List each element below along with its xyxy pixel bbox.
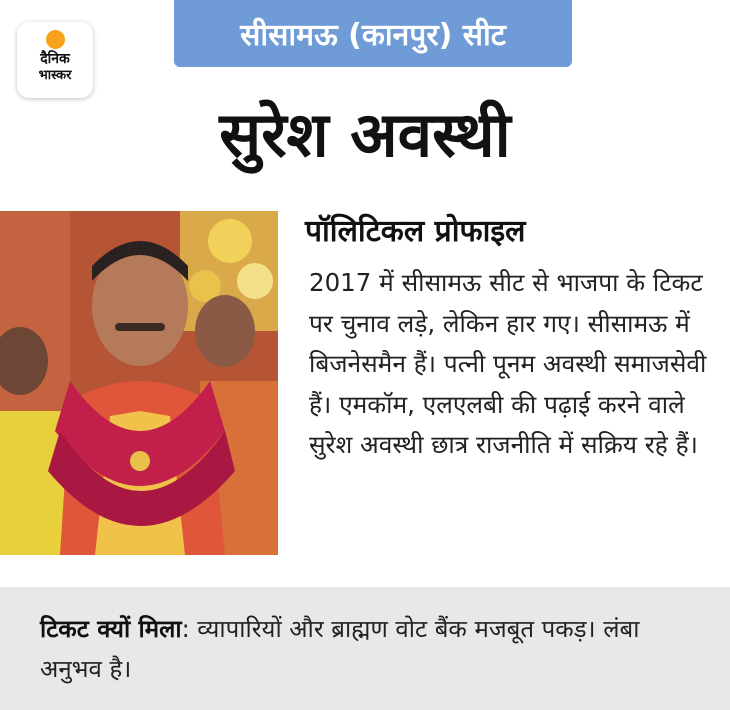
seat-label-banner: सीसामऊ (कानपुर) सीट	[174, 0, 572, 67]
ticket-reason-label: टिकट क्यों मिला	[40, 615, 182, 643]
ticket-reason	[40, 609, 700, 689]
candidate-photo	[0, 211, 278, 555]
logo-text-line1: दैनिक	[40, 51, 70, 67]
profile-heading: पॉलिटिकल प्रोफाइल	[305, 214, 526, 249]
profile-description: 2017 में सीसामऊ सीट से भाजपा के टिकट पर चुनाव लड़े, लेकिन हार गए। सीसामऊ में बिजनेसमैन हैं। पत्नी पूनम अवस्थी समाजसेवी हैं। एमकॉम, एलएलबी की पढ़ाई करने वाले सुरेश अवस्थी छात्र राजनीति में सक्रिय रहे हैं।	[309, 268, 707, 459]
ticket-reason-text: : व्यापारियों और ब्राह्मण वोट बैंक मजबूत पकड़। लंबा अनुभव है।	[40, 615, 640, 683]
ticket-reason-footer	[0, 587, 730, 710]
sun-icon	[46, 30, 65, 49]
dainik-bhaskar-logo	[17, 22, 93, 98]
logo-text-line2: भास्कर	[38, 68, 72, 83]
candidate-name: सुरेश अवस्थी	[219, 98, 511, 171]
